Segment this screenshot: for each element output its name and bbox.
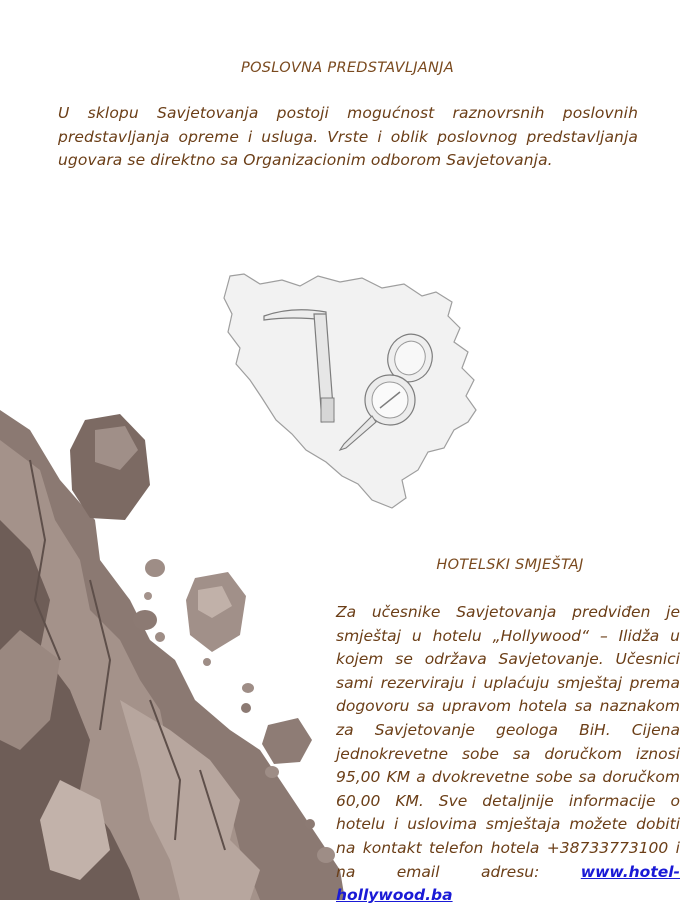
business-presentations-heading: POSLOVNA PREDSTAVLJANJA [241, 60, 454, 76]
hotel-website-link[interactable]: www.hotel-hollywood.ba [336, 862, 680, 905]
hotel-accommodation-text [336, 601, 680, 908]
rockfall-icon [0, 400, 345, 900]
hotel-accommodation-heading: HOTELSKI SMJEŠTAJ [436, 557, 584, 573]
business-presentations-text: U sklopu Savjetovanja postoji mogućnost raznovrsnih poslovnih predstavljanja opreme i usluga. Vrste i oblik poslovnog predstavljanja ugovara se direktno sa Organizacionim odborom Savjetovanja. [58, 104, 638, 170]
hotel-accommodation-body: Za učesnike Savjetovanja predviđen je smještaj u hotelu „Hollywood“ – Ilidža u kojem se održava Savjetovanje. Učesnici sami rezerviraju i uplaćuju smještaj prema dogovoru sa upravom hotela sa naznakom za Savjetovanje geologa BiH. Cijena jednokrevetne sobe sa doručkom iznosi 95,00 KM a dvokrevetne sobe sa doručkom 60,00 KM. Sve detaljnije informacije o hotelu i uslovima smještaja možete dobiti na kontakt telefon hotela +38733773100 i na email adresu: [336, 603, 680, 881]
